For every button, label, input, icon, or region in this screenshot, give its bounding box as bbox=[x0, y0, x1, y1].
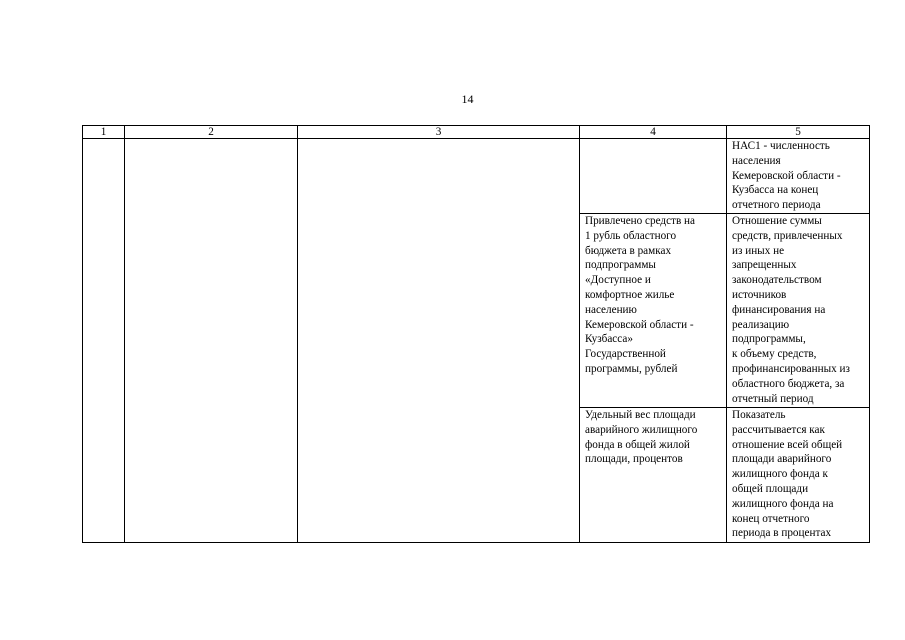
column-header: 2 bbox=[125, 126, 298, 139]
column-header: 4 bbox=[580, 126, 727, 139]
table-cell-col4 bbox=[580, 139, 727, 214]
table-cell-col2 bbox=[125, 139, 298, 543]
table-cell-col5: НАС1 - численность населения Кемеровской области - Кузбасса на конец отчетного периода bbox=[727, 139, 870, 214]
column-header: 3 bbox=[298, 126, 580, 139]
table-cell-col4: Привлечено средств на 1 рубль областного бюджета в рамках подпрограммы «Доступное и комфортное жилье населению Кемеровской области - Кузбасса» Государственной программы, рублей bbox=[580, 213, 727, 407]
table-cell-col4: Удельный вес площади аварийного жилищного фонда в общей жилой площади, процентов bbox=[580, 407, 727, 542]
table-cell-col3 bbox=[298, 139, 580, 543]
indicator-table bbox=[82, 125, 870, 543]
table-row bbox=[83, 139, 870, 214]
table-cell-col5: Отношение суммы средств, привлеченных из иных не запрещенных законодательством источников финансирования на реализацию подпрограммы, к объему средств, профинансированных из областного бюджета, за отчетный период bbox=[727, 213, 870, 407]
table-cell-col5: Показатель рассчитывается как отношение всей общей площади аварийного жилищного фонда к общей площади жилищного фонда на конец отчетного периода в процентах bbox=[727, 407, 870, 542]
column-header: 5 bbox=[727, 126, 870, 139]
page-number: 14 bbox=[461, 92, 474, 106]
table-header-row bbox=[83, 126, 870, 139]
column-header: 1 bbox=[83, 126, 125, 139]
table-cell-col1 bbox=[83, 139, 125, 543]
